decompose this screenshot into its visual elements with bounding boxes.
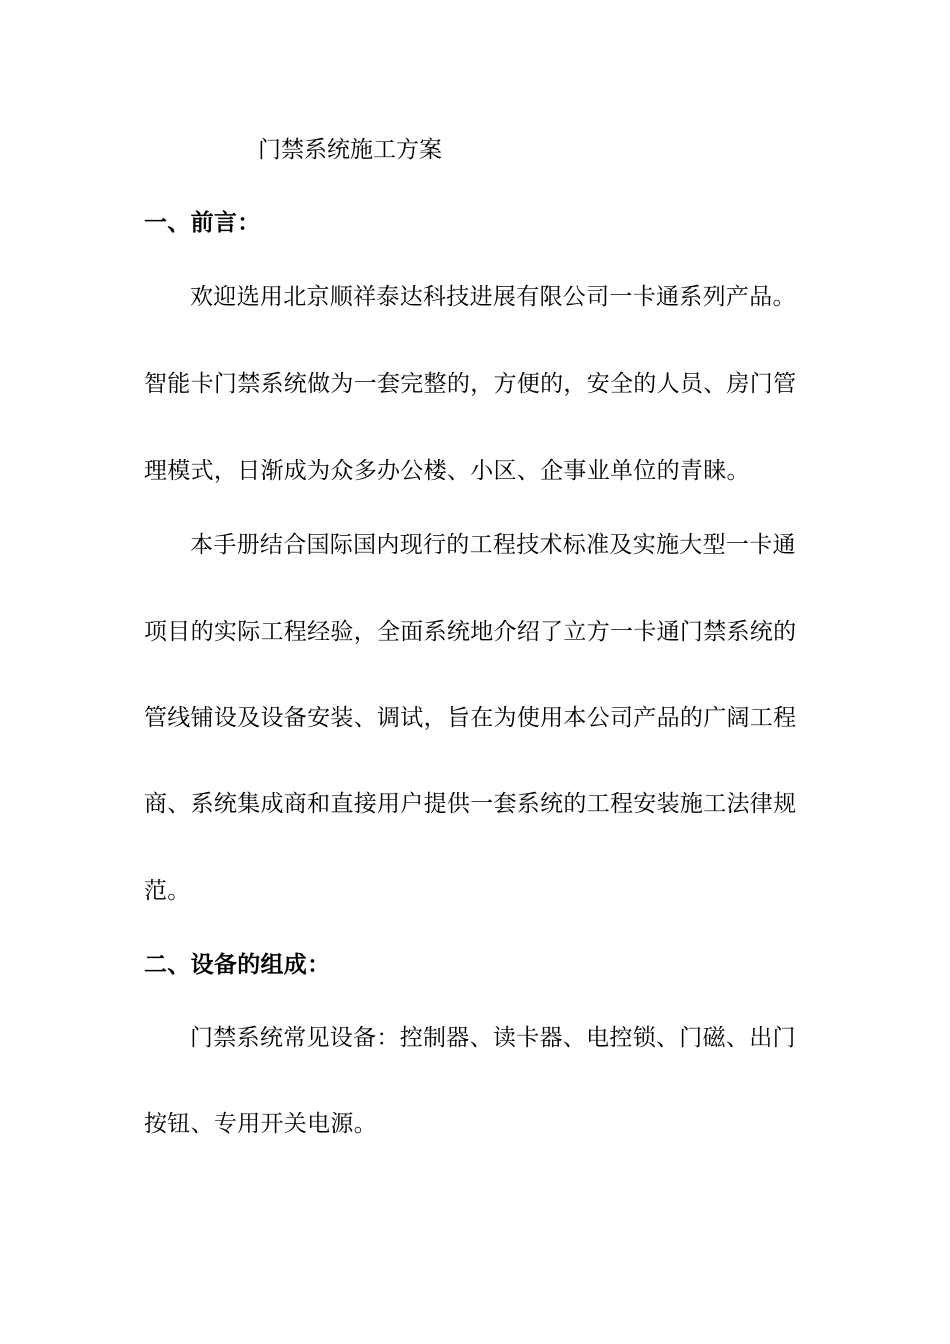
document-title: 门禁系统施工方案: [258, 137, 442, 163]
paragraph-line: 范。: [144, 878, 191, 904]
paragraph-line: 门禁系统常见设备：控制器、读卡器、电控锁、门磁、出门: [190, 1025, 796, 1051]
section-heading-equipment: 二、设备的组成：: [144, 952, 331, 978]
paragraph-line: 管线铺设及设备安装、调试，旨在为使用本公司产品的广阔工程: [144, 705, 797, 731]
paragraph-line: 项目的实际工程经验，全面系统地介绍了立方一卡通门禁系统的: [144, 619, 797, 645]
paragraph-line: 按钮、专用开关电源。: [144, 1111, 377, 1137]
paragraph-line: 智能卡门禁系统做为一套完整的，方便的，安全的人员、房门管: [144, 371, 797, 397]
section-heading-preface: 一、前言：: [144, 210, 261, 236]
paragraph-line: 商、系统集成商和直接用户提供一套系统的工程安装施工法律规: [144, 791, 797, 817]
paragraph-line: 本手册结合国际国内现行的工程技术标准及实施大型一卡通: [190, 532, 796, 558]
paragraph-line: 理模式，日渐成为众多办公楼、小区、企事业单位的青睐。: [144, 458, 750, 484]
paragraph-line: 欢迎选用北京顺祥泰达科技进展有限公司一卡通系列产品。: [190, 284, 796, 310]
